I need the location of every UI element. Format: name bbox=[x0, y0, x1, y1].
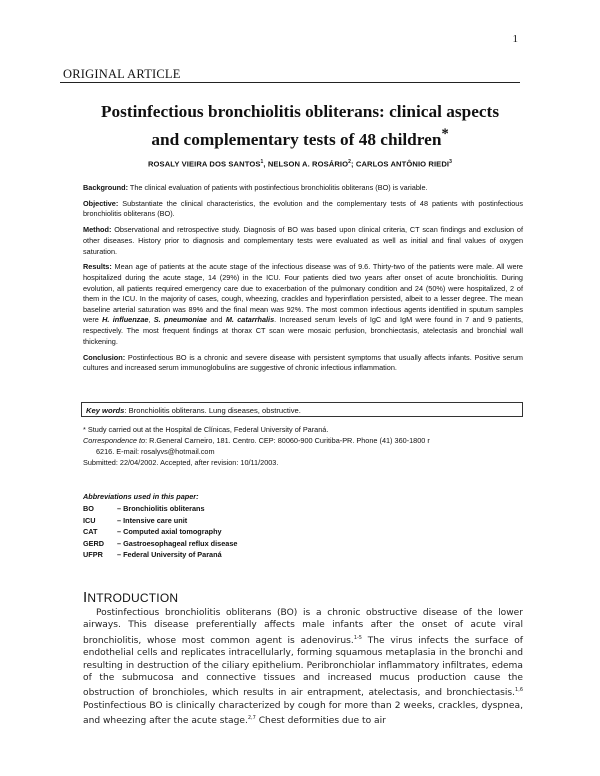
results-label: Results: bbox=[83, 262, 112, 272]
introduction-heading bbox=[83, 589, 178, 606]
abbreviation-definition: – Intensive care unit bbox=[117, 515, 188, 525]
method-text: Observational and retrospective study. Diagnosis of BO was based upon clinical criteria, CT scan findings and exclusion of other diseases. History prior to diagnosis and complementary tests were evaluated as well as initial and final values of oxygen saturation. bbox=[83, 225, 523, 256]
author-separator: , bbox=[263, 159, 268, 169]
abbreviations-table bbox=[83, 503, 237, 560]
article-notes bbox=[83, 424, 523, 468]
author-name: NELSON A. ROSÁRIO bbox=[267, 159, 349, 169]
author-affiliation: 2 bbox=[348, 159, 352, 165]
section-label: ORIGINAL ARTICLE bbox=[63, 67, 181, 81]
abbreviation-definition: – Federal University of Paraná bbox=[117, 550, 222, 560]
abbreviation-definition: – Gastroesophageal reflux disease bbox=[117, 538, 238, 548]
intro-heading-initial: I bbox=[83, 589, 88, 606]
intro-sentence: The virus infects the surface of endothelial cells and replicates intracellularly, forming squamous metaplasia in the bronchi and resulting in destruction of the ciliary epithelium. Peribronchiolar inflammatory infiltrates, edema of the submucosa and connective tissues and increased mucus production cause the obstruction of bronchioles, which results in air entrapment, atelectasis, and bronchiectasis. bbox=[83, 635, 523, 699]
conclusion-text: Postinfectious BO is a chronic and severe disease with persistent symptoms that usually affects infants. Positive serum cultures and increased serum immunoglobulins are suggestive of chronic infectious inflammation. bbox=[83, 352, 523, 373]
author-name: ROSALY VIEIRA DOS SANTOS bbox=[147, 159, 261, 169]
abbreviation-row bbox=[83, 538, 237, 549]
abbreviation: ICU bbox=[83, 515, 96, 525]
citation: 1-5 bbox=[353, 634, 362, 641]
intro-sentence: Postinfectious BO is clinically characterized by cough for more than 2 weeks, crackles, dyspnea, and wheezing after the acute stage. bbox=[83, 700, 523, 727]
background-label: Background: bbox=[83, 183, 128, 192]
abstract bbox=[83, 183, 523, 379]
abbreviation-row bbox=[83, 515, 237, 526]
introduction-body bbox=[83, 607, 523, 728]
author-list bbox=[60, 159, 540, 169]
author-name: CARLOS ANTÔNIO RIEDI bbox=[355, 159, 450, 169]
author-separator: ; bbox=[351, 159, 356, 169]
species-name: H. influenzae bbox=[102, 315, 149, 325]
abbreviation-definition: – Computed axial tomography bbox=[117, 527, 222, 537]
abbreviation: BO bbox=[83, 504, 94, 514]
abbreviations-heading: Abbreviations used in this paper: bbox=[83, 492, 199, 501]
species-name: M. catarrhalis bbox=[225, 315, 275, 325]
abbreviation-row bbox=[83, 549, 237, 560]
author-affiliation: 1 bbox=[260, 159, 264, 165]
abbreviations-list bbox=[83, 491, 237, 560]
article-title bbox=[60, 101, 540, 151]
abstract-conclusion bbox=[83, 353, 523, 374]
correspondence-note bbox=[83, 435, 523, 446]
keywords-label: Key words bbox=[86, 406, 125, 415]
abbreviation-row bbox=[83, 503, 237, 514]
header-divider bbox=[60, 82, 520, 83]
abstract-results bbox=[83, 262, 523, 347]
abstract-background bbox=[83, 183, 523, 194]
results-text: , bbox=[148, 315, 154, 325]
correspondence-label: Correspondence to bbox=[83, 436, 146, 445]
intro-sentence: Postinfectious bronchiolitis obliterans (BO) is a chronic obstructive disease of the lower airways. This disease preferentially affects male infants after the onset of acute viral bronchiolitis, whose most common agent is adenovirus. bbox=[83, 608, 523, 646]
study-note: * Study carried out at the Hospital de Clínicas, Federal University of Paraná. bbox=[83, 425, 329, 434]
abstract-method bbox=[83, 225, 523, 257]
correspondence-line-2: 6216. E-mail: rosalyvs@hotmail.com bbox=[96, 447, 215, 456]
abbreviation: GERD bbox=[83, 538, 105, 548]
results-text: Mean age of patients at the acute stage of the infectious disease was of 9.6. Thirty-two of the patients were male. All were hospitalized during the acute stage, 14 (29%) in the ICU. Four patients died two years after onset of acute bronchiolitis. During evolution, all patients required emergency care due to exacerbation of the pulmonary condition and 24 (50%) were hospitalized, 2 of them in the ICU. In the majority of cases, cough, wheezing, crackles and hyperinflation persisted, albeit to a lesser degree. The mean baseline arterial saturation was 89% and the final mean was 92%. The most common infectious agents identified in sputum samples were bbox=[83, 262, 523, 325]
species-name: S. pneumoniae bbox=[153, 315, 207, 325]
conclusion-label: Conclusion: bbox=[83, 352, 126, 362]
abbreviation: CAT bbox=[83, 527, 98, 537]
objective-text: Substantiate the clinical characteristics, the evolution and the complementary tests of 48 patients with postinfectious bronchiolitis obliterans (BO). bbox=[83, 198, 523, 219]
intro-heading-rest: NTRODUCTION bbox=[87, 591, 179, 605]
author-affiliation: 3 bbox=[449, 159, 453, 165]
abbreviation-row bbox=[83, 526, 237, 537]
abstract-objective bbox=[83, 199, 523, 220]
title-footnote-mark: * bbox=[441, 126, 449, 142]
intro-paragraph bbox=[83, 607, 523, 728]
objective-label: Objective: bbox=[83, 198, 119, 208]
title-line-2 bbox=[60, 123, 540, 151]
abbreviation-definition: – Bronchiolitis obliterans bbox=[117, 504, 205, 514]
title-line-1: Postinfectious bronchiolitis obliterans: clinical aspects bbox=[100, 102, 500, 121]
background-text: The clinical evaluation of patients with postinfectious bronchiolitis obliterans (BO) is variable. bbox=[128, 183, 428, 192]
correspondence-line-1: : R.General Carneiro, 181. Centro. CEP: 80060-900 Curitiba-PR. Phone (41) 360-1800 r bbox=[145, 436, 430, 445]
results-text: and bbox=[207, 315, 226, 325]
abbreviation: UFPR bbox=[83, 550, 103, 560]
citation: 2,7 bbox=[247, 715, 256, 722]
submission-dates: Submitted: 22/04/2002. Accepted, after revision: 10/11/2003. bbox=[83, 458, 279, 467]
results-text: . Increased serum levels of IgC and IgM were found in 7 and 9 patients, respectively. The most frequent findings at thorax CT scan were mosaic perfusion, bronchiectasis, atelectasis and bronchial wall thickening. bbox=[83, 315, 524, 346]
method-label: Method: bbox=[83, 225, 112, 235]
intro-sentence: Chest deformities due to air bbox=[255, 716, 386, 727]
page-number: 1 bbox=[512, 33, 518, 45]
title-line-2-text: and complementary tests of 48 children bbox=[151, 129, 442, 149]
keywords-box bbox=[81, 402, 523, 417]
citation: 1,6 bbox=[515, 687, 523, 694]
keywords-text: : Bronchiolitis obliterans. Lung diseases, obstructive. bbox=[124, 406, 301, 415]
